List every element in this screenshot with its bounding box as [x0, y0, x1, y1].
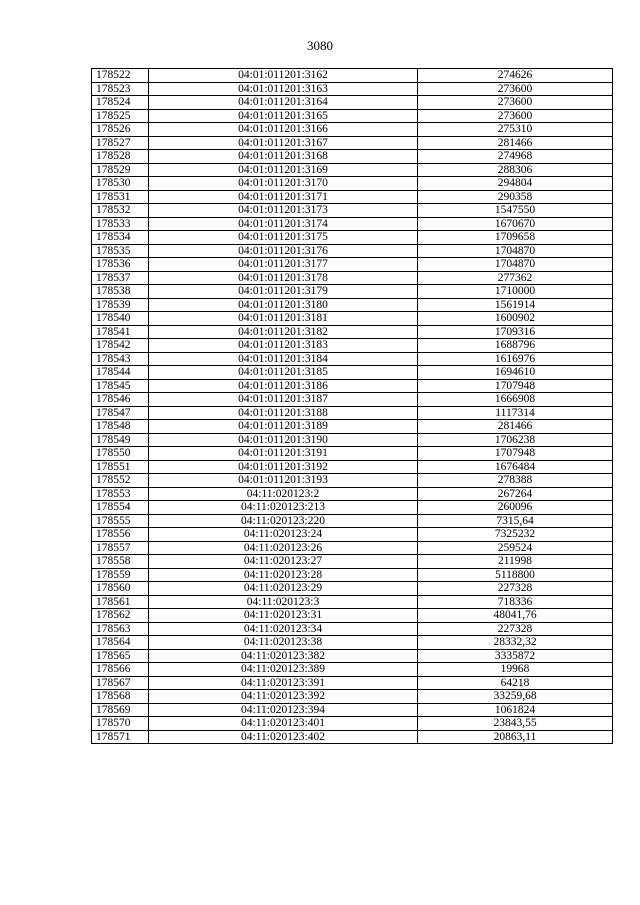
row-number-cell: 178539 — [92, 298, 149, 312]
row-number-cell: 178552 — [92, 474, 149, 488]
cadastral-number-cell: 04:01:011201:3175 — [149, 231, 418, 245]
row-number-cell: 178530 — [92, 177, 149, 191]
cadastral-number-cell: 04:11:020123:389 — [149, 663, 418, 677]
cadastral-number-cell: 04:11:020123:213 — [149, 501, 418, 515]
value-cell: 1707948 — [418, 379, 613, 393]
row-number-cell: 178550 — [92, 447, 149, 461]
table-row — [92, 514, 613, 528]
cadastral-number-cell: 04:01:011201:3170 — [149, 177, 418, 191]
value-cell: 1676484 — [418, 460, 613, 474]
row-number-cell: 178527 — [92, 136, 149, 150]
table-row — [92, 69, 613, 83]
value-cell: 278388 — [418, 474, 613, 488]
cadastral-number-cell: 04:01:011201:3189 — [149, 420, 418, 434]
table-row — [92, 82, 613, 96]
table-row — [92, 730, 613, 744]
table-row — [92, 339, 613, 353]
row-number-cell: 178542 — [92, 339, 149, 353]
value-cell: 1704870 — [418, 244, 613, 258]
table-row — [92, 177, 613, 191]
value-cell: 227328 — [418, 622, 613, 636]
cadastral-number-cell: 04:01:011201:3162 — [149, 69, 418, 83]
table-row — [92, 676, 613, 690]
value-cell: 1061824 — [418, 703, 613, 717]
row-number-cell: 178561 — [92, 595, 149, 609]
row-number-cell: 178556 — [92, 528, 149, 542]
value-cell: 274968 — [418, 150, 613, 164]
value-cell: 7315,64 — [418, 514, 613, 528]
value-cell: 1707948 — [418, 447, 613, 461]
value-cell: 294804 — [418, 177, 613, 191]
value-cell: 28332,32 — [418, 636, 613, 650]
cadastral-number-cell: 04:11:020123:391 — [149, 676, 418, 690]
page-number: 3080 — [307, 38, 333, 53]
row-number-cell: 178537 — [92, 271, 149, 285]
cadastral-number-cell: 04:11:020123:29 — [149, 582, 418, 596]
table-row — [92, 258, 613, 272]
value-cell: 5118800 — [418, 568, 613, 582]
cadastral-number-cell: 04:01:011201:3166 — [149, 123, 418, 137]
row-number-cell: 178558 — [92, 555, 149, 569]
cadastral-number-cell: 04:01:011201:3168 — [149, 150, 418, 164]
table-row — [92, 393, 613, 407]
table-row — [92, 447, 613, 461]
cadastral-number-cell: 04:01:011201:3179 — [149, 285, 418, 299]
table-row — [92, 420, 613, 434]
table-row — [92, 150, 613, 164]
table-row — [92, 555, 613, 569]
row-number-cell: 178531 — [92, 190, 149, 204]
cadastral-number-cell: 04:01:011201:3163 — [149, 82, 418, 96]
table-row — [92, 406, 613, 420]
table-row — [92, 298, 613, 312]
cadastral-number-cell: 04:11:020123:220 — [149, 514, 418, 528]
cadastral-number-cell: 04:01:011201:3185 — [149, 366, 418, 380]
cadastral-number-cell: 04:11:020123:26 — [149, 541, 418, 555]
row-number-cell: 178528 — [92, 150, 149, 164]
value-cell: 1670670 — [418, 217, 613, 231]
row-number-cell: 178553 — [92, 487, 149, 501]
cadastral-number-cell: 04:11:020123:27 — [149, 555, 418, 569]
cadastral-number-cell: 04:11:020123:38 — [149, 636, 418, 650]
value-cell: 7325232 — [418, 528, 613, 542]
row-number-cell: 178568 — [92, 690, 149, 704]
registry-table — [91, 68, 613, 744]
cadastral-number-cell: 04:11:020123:401 — [149, 717, 418, 731]
value-cell: 260096 — [418, 501, 613, 515]
cadastral-number-cell: 04:11:020123:24 — [149, 528, 418, 542]
table-row — [92, 123, 613, 137]
table-row — [92, 271, 613, 285]
cadastral-number-cell: 04:01:011201:3165 — [149, 109, 418, 123]
value-cell: 227328 — [418, 582, 613, 596]
table-row — [92, 217, 613, 231]
row-number-cell: 178532 — [92, 204, 149, 218]
cadastral-number-cell: 04:01:011201:3188 — [149, 406, 418, 420]
table-row — [92, 244, 613, 258]
table-row — [92, 663, 613, 677]
cadastral-number-cell: 04:11:020123:2 — [149, 487, 418, 501]
value-cell: 281466 — [418, 420, 613, 434]
table-row — [92, 568, 613, 582]
cadastral-number-cell: 04:01:011201:3167 — [149, 136, 418, 150]
value-cell: 1666908 — [418, 393, 613, 407]
table-row — [92, 96, 613, 110]
row-number-cell: 178540 — [92, 312, 149, 326]
cadastral-number-cell: 04:01:011201:3178 — [149, 271, 418, 285]
cadastral-number-cell: 04:01:011201:3171 — [149, 190, 418, 204]
value-cell: 281466 — [418, 136, 613, 150]
value-cell: 1616976 — [418, 352, 613, 366]
value-cell: 1694610 — [418, 366, 613, 380]
row-number-cell: 178560 — [92, 582, 149, 596]
cadastral-number-cell: 04:11:020123:382 — [149, 649, 418, 663]
table-row — [92, 379, 613, 393]
table-row — [92, 285, 613, 299]
row-number-cell: 178549 — [92, 433, 149, 447]
cadastral-number-cell: 04:01:011201:3193 — [149, 474, 418, 488]
row-number-cell: 178529 — [92, 163, 149, 177]
table-row — [92, 352, 613, 366]
row-number-cell: 178536 — [92, 258, 149, 272]
value-cell: 267264 — [418, 487, 613, 501]
table-row — [92, 136, 613, 150]
table-row — [92, 204, 613, 218]
value-cell: 1706238 — [418, 433, 613, 447]
cadastral-number-cell: 04:11:020123:28 — [149, 568, 418, 582]
row-number-cell: 178569 — [92, 703, 149, 717]
table-row — [92, 460, 613, 474]
table-row — [92, 636, 613, 650]
cadastral-number-cell: 04:01:011201:3164 — [149, 96, 418, 110]
table-row — [92, 501, 613, 515]
cadastral-number-cell: 04:01:011201:3182 — [149, 325, 418, 339]
value-cell: 273600 — [418, 82, 613, 96]
value-cell: 1561914 — [418, 298, 613, 312]
value-cell: 1688796 — [418, 339, 613, 353]
table-row — [92, 690, 613, 704]
row-number-cell: 178570 — [92, 717, 149, 731]
cadastral-number-cell: 04:01:011201:3184 — [149, 352, 418, 366]
row-number-cell: 178523 — [92, 82, 149, 96]
table-row — [92, 433, 613, 447]
row-number-cell: 178567 — [92, 676, 149, 690]
cadastral-number-cell: 04:01:011201:3174 — [149, 217, 418, 231]
value-cell: 19968 — [418, 663, 613, 677]
value-cell: 1547550 — [418, 204, 613, 218]
cadastral-number-cell: 04:11:020123:394 — [149, 703, 418, 717]
value-cell: 259524 — [418, 541, 613, 555]
registry-table-body — [92, 69, 613, 744]
row-number-cell: 178566 — [92, 663, 149, 677]
value-cell: 288306 — [418, 163, 613, 177]
value-cell: 274626 — [418, 69, 613, 83]
table-row — [92, 541, 613, 555]
row-number-cell: 178538 — [92, 285, 149, 299]
row-number-cell: 178548 — [92, 420, 149, 434]
table-row — [92, 622, 613, 636]
row-number-cell: 178557 — [92, 541, 149, 555]
value-cell: 1704870 — [418, 258, 613, 272]
cadastral-number-cell: 04:01:011201:3173 — [149, 204, 418, 218]
value-cell: 3335872 — [418, 649, 613, 663]
value-cell: 273600 — [418, 109, 613, 123]
row-number-cell: 178562 — [92, 609, 149, 623]
cadastral-number-cell: 04:01:011201:3192 — [149, 460, 418, 474]
cadastral-number-cell: 04:01:011201:3169 — [149, 163, 418, 177]
table-row — [92, 595, 613, 609]
row-number-cell: 178541 — [92, 325, 149, 339]
row-number-cell: 178522 — [92, 69, 149, 83]
row-number-cell: 178543 — [92, 352, 149, 366]
cadastral-number-cell: 04:01:011201:3177 — [149, 258, 418, 272]
row-number-cell: 178555 — [92, 514, 149, 528]
cadastral-number-cell: 04:11:020123:3 — [149, 595, 418, 609]
value-cell: 290358 — [418, 190, 613, 204]
row-number-cell: 178545 — [92, 379, 149, 393]
table-row — [92, 325, 613, 339]
row-number-cell: 178526 — [92, 123, 149, 137]
value-cell: 20863,11 — [418, 730, 613, 744]
table-row — [92, 163, 613, 177]
row-number-cell: 178544 — [92, 366, 149, 380]
row-number-cell: 178546 — [92, 393, 149, 407]
row-number-cell: 178524 — [92, 96, 149, 110]
table-row — [92, 231, 613, 245]
row-number-cell: 178535 — [92, 244, 149, 258]
cadastral-number-cell: 04:01:011201:3181 — [149, 312, 418, 326]
table-row — [92, 474, 613, 488]
value-cell: 1709316 — [418, 325, 613, 339]
row-number-cell: 178565 — [92, 649, 149, 663]
row-number-cell: 178571 — [92, 730, 149, 744]
table-row — [92, 528, 613, 542]
cadastral-number-cell: 04:11:020123:402 — [149, 730, 418, 744]
table-row — [92, 109, 613, 123]
cadastral-number-cell: 04:11:020123:31 — [149, 609, 418, 623]
value-cell: 1600902 — [418, 312, 613, 326]
table-row — [92, 649, 613, 663]
cadastral-number-cell: 04:01:011201:3190 — [149, 433, 418, 447]
row-number-cell: 178563 — [92, 622, 149, 636]
row-number-cell: 178525 — [92, 109, 149, 123]
value-cell: 48041,76 — [418, 609, 613, 623]
value-cell: 1709658 — [418, 231, 613, 245]
value-cell: 33259,68 — [418, 690, 613, 704]
cadastral-number-cell: 04:11:020123:392 — [149, 690, 418, 704]
table-row — [92, 717, 613, 731]
value-cell: 211998 — [418, 555, 613, 569]
row-number-cell: 178534 — [92, 231, 149, 245]
value-cell: 1117314 — [418, 406, 613, 420]
table-row — [92, 487, 613, 501]
value-cell: 1710000 — [418, 285, 613, 299]
value-cell: 718336 — [418, 595, 613, 609]
table-row — [92, 582, 613, 596]
cadastral-number-cell: 04:01:011201:3187 — [149, 393, 418, 407]
cadastral-number-cell: 04:01:011201:3176 — [149, 244, 418, 258]
row-number-cell: 178533 — [92, 217, 149, 231]
table-row — [92, 366, 613, 380]
row-number-cell: 178554 — [92, 501, 149, 515]
cadastral-number-cell: 04:01:011201:3183 — [149, 339, 418, 353]
cadastral-number-cell: 04:01:011201:3180 — [149, 298, 418, 312]
value-cell: 275310 — [418, 123, 613, 137]
cadastral-number-cell: 04:01:011201:3191 — [149, 447, 418, 461]
value-cell: 277362 — [418, 271, 613, 285]
row-number-cell: 178551 — [92, 460, 149, 474]
table-row — [92, 312, 613, 326]
table-row — [92, 703, 613, 717]
table-row — [92, 190, 613, 204]
cadastral-number-cell: 04:01:011201:3186 — [149, 379, 418, 393]
value-cell: 23843,55 — [418, 717, 613, 731]
value-cell: 64218 — [418, 676, 613, 690]
table-row — [92, 609, 613, 623]
cadastral-number-cell: 04:11:020123:34 — [149, 622, 418, 636]
row-number-cell: 178564 — [92, 636, 149, 650]
row-number-cell: 178559 — [92, 568, 149, 582]
value-cell: 273600 — [418, 96, 613, 110]
row-number-cell: 178547 — [92, 406, 149, 420]
